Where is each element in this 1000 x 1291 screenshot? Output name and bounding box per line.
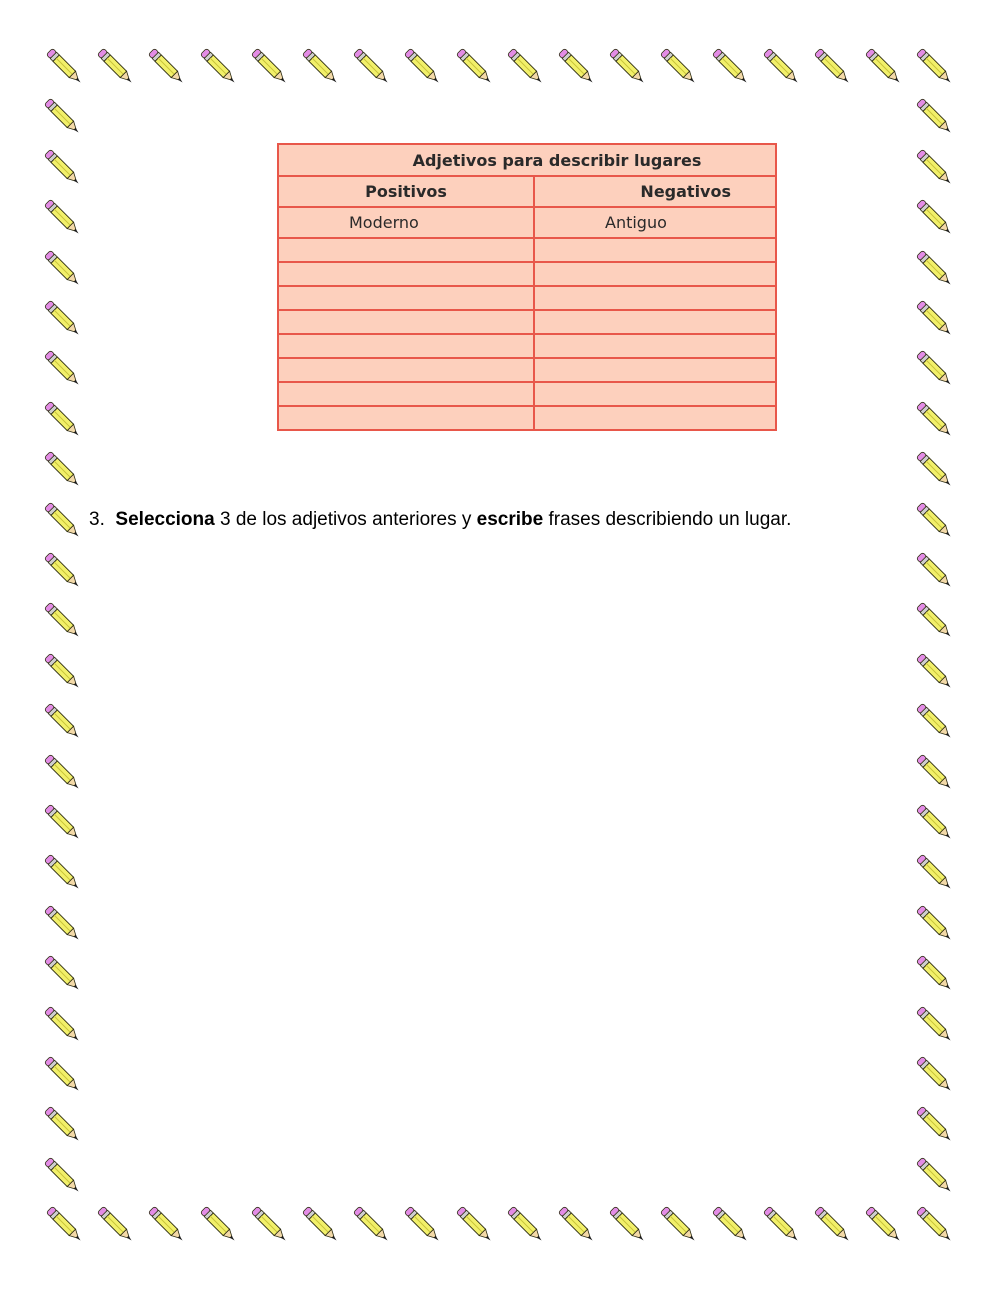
pencil-icon: [91, 42, 141, 92]
pencil-icon: [38, 697, 88, 747]
pencil-icon: [910, 344, 960, 394]
exercise-text-1: 3 de los adjetivos anteriores y: [219, 509, 472, 530]
pencil-icon: [194, 42, 244, 92]
pencil-icon: [38, 496, 88, 546]
pencil-icon: [38, 1050, 88, 1100]
pencil-icon: [194, 1200, 244, 1250]
pencil-icon: [38, 848, 88, 898]
pencil-icon: [706, 42, 756, 92]
pencil-icon: [40, 42, 90, 92]
pencil-icon: [38, 798, 88, 848]
pencil-icon: [859, 1200, 909, 1250]
pencil-icon: [38, 344, 88, 394]
pencil-icon: [706, 1200, 756, 1250]
pencil-icon: [910, 697, 960, 747]
pencil-icon: [398, 1200, 448, 1250]
pencil-icon: [38, 546, 88, 596]
pencil-icon: [91, 1200, 141, 1250]
pencil-icon: [38, 647, 88, 697]
pencil-icon: [38, 899, 88, 949]
pencil-icon: [245, 1200, 295, 1250]
pencil-icon: [910, 899, 960, 949]
exercise-text-2: frases describiendo un lugar.: [548, 509, 792, 530]
pencil-icon: [38, 445, 88, 495]
pencil-icon: [910, 92, 960, 142]
pencil-icon: [38, 596, 88, 646]
pencil-icon: [910, 647, 960, 697]
pencil-icon: [347, 1200, 397, 1250]
pencil-icon: [757, 1200, 807, 1250]
pencil-icon: [245, 42, 295, 92]
pencil-icon: [38, 949, 88, 999]
pencil-icon: [38, 193, 88, 243]
pencil-icon: [910, 395, 960, 445]
pencil-icon: [910, 1200, 960, 1250]
pencil-icon: [38, 1100, 88, 1150]
pencil-icon: [910, 1100, 960, 1150]
pencil-icon: [603, 1200, 653, 1250]
pencil-icon: [38, 1000, 88, 1050]
pencil-icon: [654, 1200, 704, 1250]
pencil-icon: [142, 1200, 192, 1250]
pencil-icon: [501, 42, 551, 92]
pencil-icon: [450, 1200, 500, 1250]
pencil-icon: [142, 42, 192, 92]
pencil-icon: [38, 244, 88, 294]
pencil-icon: [38, 1151, 88, 1201]
pencil-icon: [910, 496, 960, 546]
pencil-icon: [910, 596, 960, 646]
exercise-verb-escribe: escribe: [476, 509, 544, 530]
pencil-icon: [757, 42, 807, 92]
pencil-icon: [296, 42, 346, 92]
header-positivos: Positivos: [278, 176, 534, 207]
pencil-icon: [910, 546, 960, 596]
pencil-icon: [38, 395, 88, 445]
pencil-icon: [552, 1200, 602, 1250]
pencil-icon: [38, 92, 88, 142]
header-negativos: Negativos: [534, 176, 776, 207]
pencil-icon: [910, 748, 960, 798]
pencil-icon: [910, 294, 960, 344]
pencil-icon: [910, 1151, 960, 1201]
pencil-icon: [910, 193, 960, 243]
pencil-icon: [910, 1000, 960, 1050]
pencil-icon: [398, 42, 448, 92]
pencil-icon: [910, 1050, 960, 1100]
pencil-icon: [501, 1200, 551, 1250]
pencil-icon: [808, 42, 858, 92]
exercise-number: 3.: [89, 509, 105, 530]
table-title: Adjetivos para describir lugares: [278, 144, 776, 176]
pencil-icon: [38, 748, 88, 798]
pencil-icon: [347, 42, 397, 92]
pencil-icon: [910, 244, 960, 294]
pencil-icon: [910, 143, 960, 193]
pencil-icon: [40, 1200, 90, 1250]
pencil-icon: [910, 42, 960, 92]
cell-positivo: Moderno: [278, 207, 534, 238]
pencil-icon: [296, 1200, 346, 1250]
pencil-icon: [808, 1200, 858, 1250]
cell-negativo: Antiguo: [534, 207, 776, 238]
pencil-icon: [603, 42, 653, 92]
pencil-icon: [38, 294, 88, 344]
pencil-icon: [910, 949, 960, 999]
pencil-icon: [910, 798, 960, 848]
pencil-icon: [552, 42, 602, 92]
exercise-verb-selecciona: Selecciona: [115, 509, 215, 530]
pencil-icon: [859, 42, 909, 92]
pencil-icon: [910, 445, 960, 495]
pencil-icon: [38, 143, 88, 193]
pencil-icon: [450, 42, 500, 92]
pencil-icon: [654, 42, 704, 92]
pencil-icon: [910, 848, 960, 898]
